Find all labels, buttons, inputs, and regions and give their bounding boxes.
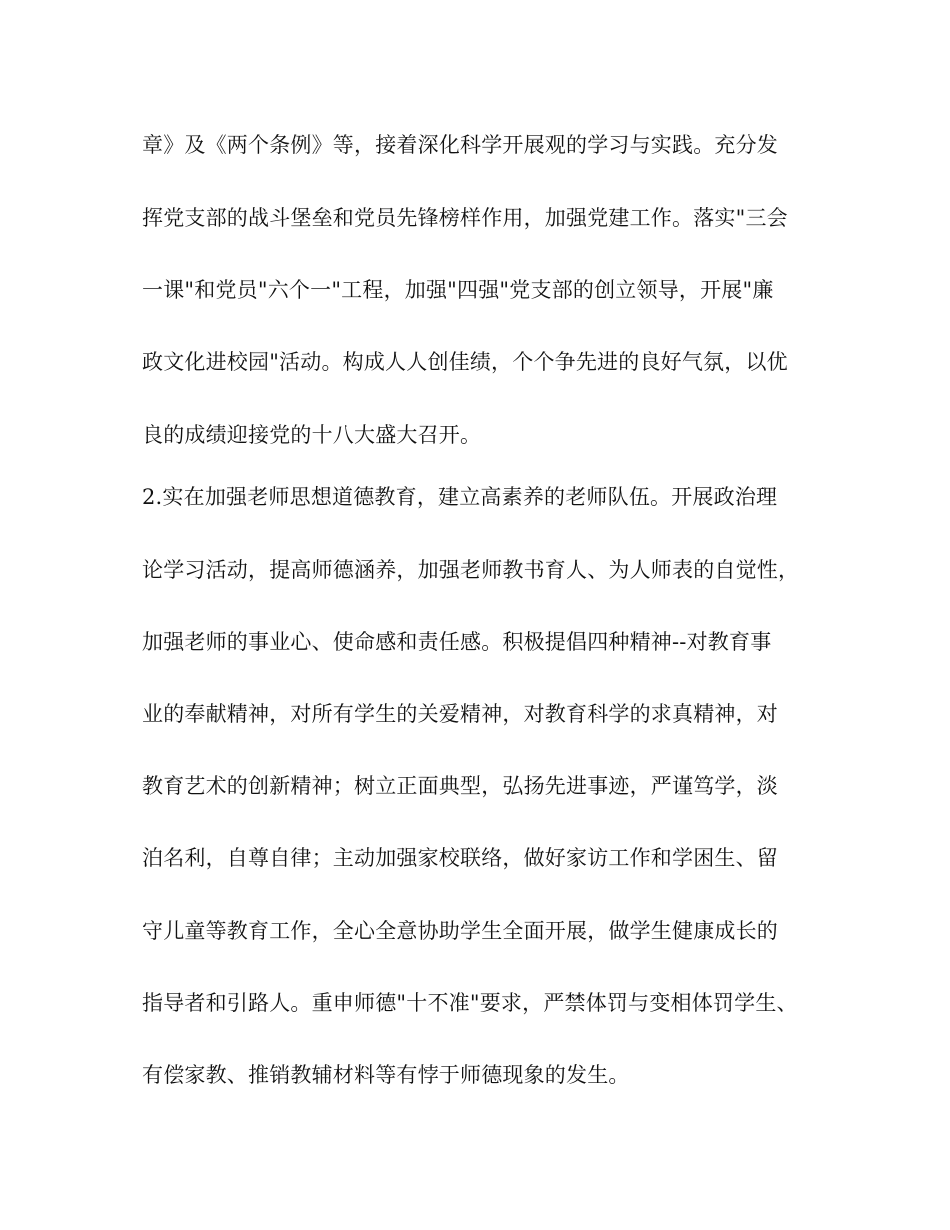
paragraph-line: 加强老师的事业心、使命感和责任感。积极提倡四种精神--对教育事 (142, 630, 772, 654)
paragraph-line: 教育艺术的创新精神；树立正面典型，弘扬先进事迹，严谨笃学，淡 (142, 774, 778, 798)
paragraph-line: 良的成绩迎接党的十八大盛大召开。 (142, 423, 482, 447)
paragraph-line: 章》及《两个条例》等，接着深化科学开展观的学习与实践。充分发 (142, 133, 778, 157)
paragraph-line: 泊名利，自尊自律；主动加强家校联络，做好家访工作和学困生、留 (142, 846, 778, 870)
paragraph-line: 政文化进校园"活动。构成人人创佳绩，个个争先进的良好气氛，以优 (142, 350, 788, 374)
paragraph-line: 指导者和引路人。重申师德"十不准"要求，严禁体罚与变相体罚学生、 (142, 991, 798, 1015)
paragraph-line: 挥党支部的战斗堡垒和党员先锋榜样作用，加强党建工作。落实"三会 (142, 206, 788, 230)
paragraph-line: 2.实在加强老师思想道德教育，建立高素养的老师队伍。开展政治理 (142, 485, 778, 509)
paragraph-line: 业的奉献精神，对所有学生的关爱精神，对教育科学的求真精神，对 (142, 702, 778, 726)
paragraph-line: 论学习活动，提高师德涵养，加强老师教书育人、为人师表的自觉性， (142, 558, 800, 582)
paragraph-line: 守儿童等教育工作，全心全意协助学生全面开展，做学生健康成长的 (142, 919, 778, 943)
paragraph-line: 一课"和党员"六个一"工程，加强"四强"党支部的创立领导，开展"廉 (142, 278, 774, 302)
paragraph-line: 有偿家教、推销教辅材料等有悖于师德现象的发生。 (142, 1063, 630, 1087)
